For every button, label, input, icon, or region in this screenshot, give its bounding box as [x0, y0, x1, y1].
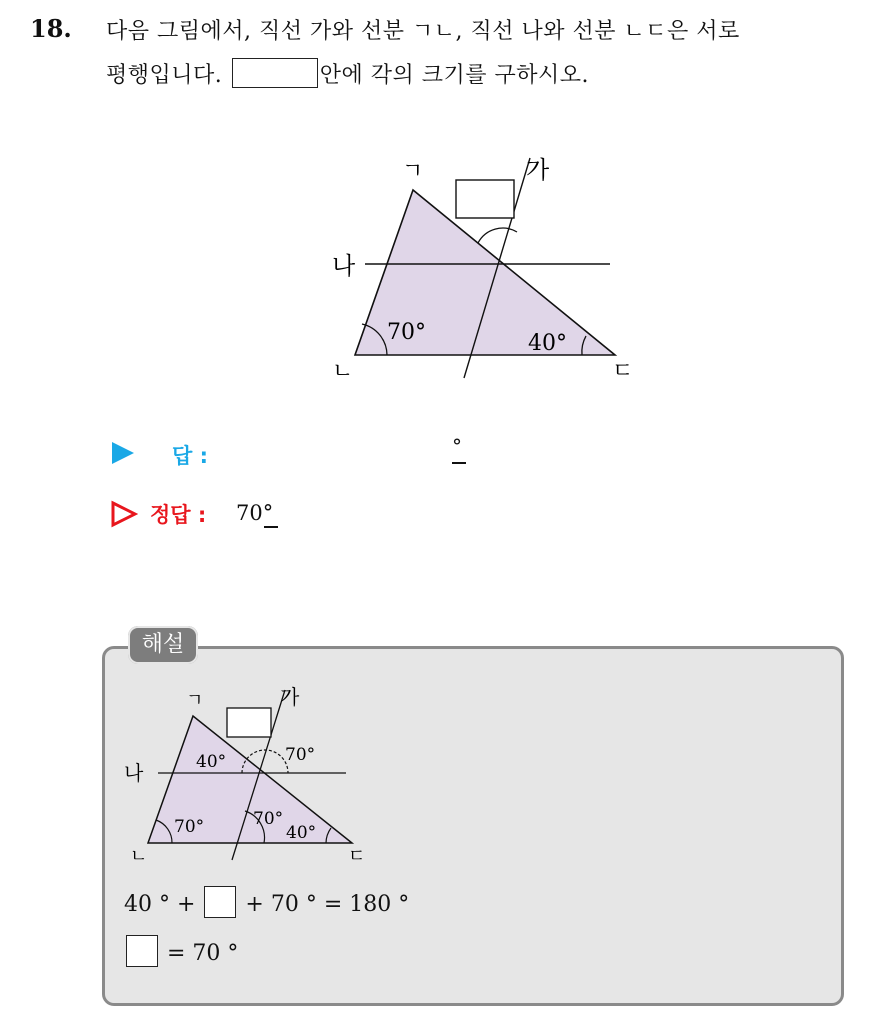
correct-answer-underline [264, 526, 278, 528]
answer-label: 답 : [172, 444, 208, 468]
equation1-left: 40 ° + [124, 892, 196, 917]
solution-angle-e: 40° [286, 823, 317, 843]
unknown-angle-arc [478, 228, 517, 243]
equation1-right: + 70 ° = 180 ° [245, 892, 410, 917]
answer-degree: ° [452, 434, 462, 458]
solution-vertex-right: ㄷ [348, 846, 366, 865]
solution-equation-1 [124, 886, 409, 918]
solution-vertex-left: ㄴ [130, 846, 148, 865]
answer-underline [452, 462, 466, 464]
vertex-top-label: ㄱ [402, 159, 424, 184]
solution-angle-a: 40° [196, 752, 227, 772]
solution-vertex-top: ㄱ [186, 690, 204, 711]
figure-blank-box [456, 180, 514, 218]
equation2-blank [126, 935, 158, 967]
equation2-right: = 70 ° [167, 941, 239, 966]
solution-angle-d: 70° [253, 809, 284, 829]
question-text-part2: 안에 각의 크기를 구하시오. [319, 63, 590, 88]
equation1-blank [204, 886, 236, 918]
answer-blank-box [232, 58, 318, 88]
angle-right-label: 40° [528, 331, 567, 356]
solution-blank-box [227, 708, 271, 737]
solution-figure [120, 680, 380, 865]
solution-angle-b: 70° [285, 745, 316, 765]
vertex-left-label: ㄴ [332, 359, 354, 384]
angle-left-label: 70° [387, 320, 426, 345]
question-number: 18. [30, 14, 72, 43]
line-ga-label: 가 [526, 156, 550, 184]
solution-line-na-label: 나 [124, 761, 144, 785]
line-na-label: 나 [332, 252, 356, 280]
solution-equation-2 [124, 935, 238, 967]
question-text-line2 [106, 58, 589, 89]
correct-marker-icon [110, 500, 138, 528]
question-text-part1: 평행입니다. [106, 63, 223, 88]
question-text-line1: 다음 그림에서, 직선 가와 선분 ㄱㄴ, 직선 나와 선분 ㄴㄷ은 서로 [106, 19, 740, 44]
vertex-right-label: ㄷ [612, 359, 634, 384]
correct-answer-value: 70° [236, 501, 274, 525]
main-figure [320, 150, 650, 390]
solution-angle-c: 70° [174, 817, 205, 837]
answer-marker-icon [110, 440, 136, 466]
solution-line-ga-label: 가 [280, 685, 300, 709]
solution-tab: 해설 [128, 626, 198, 664]
correct-answer-label: 정답 : [150, 503, 207, 527]
